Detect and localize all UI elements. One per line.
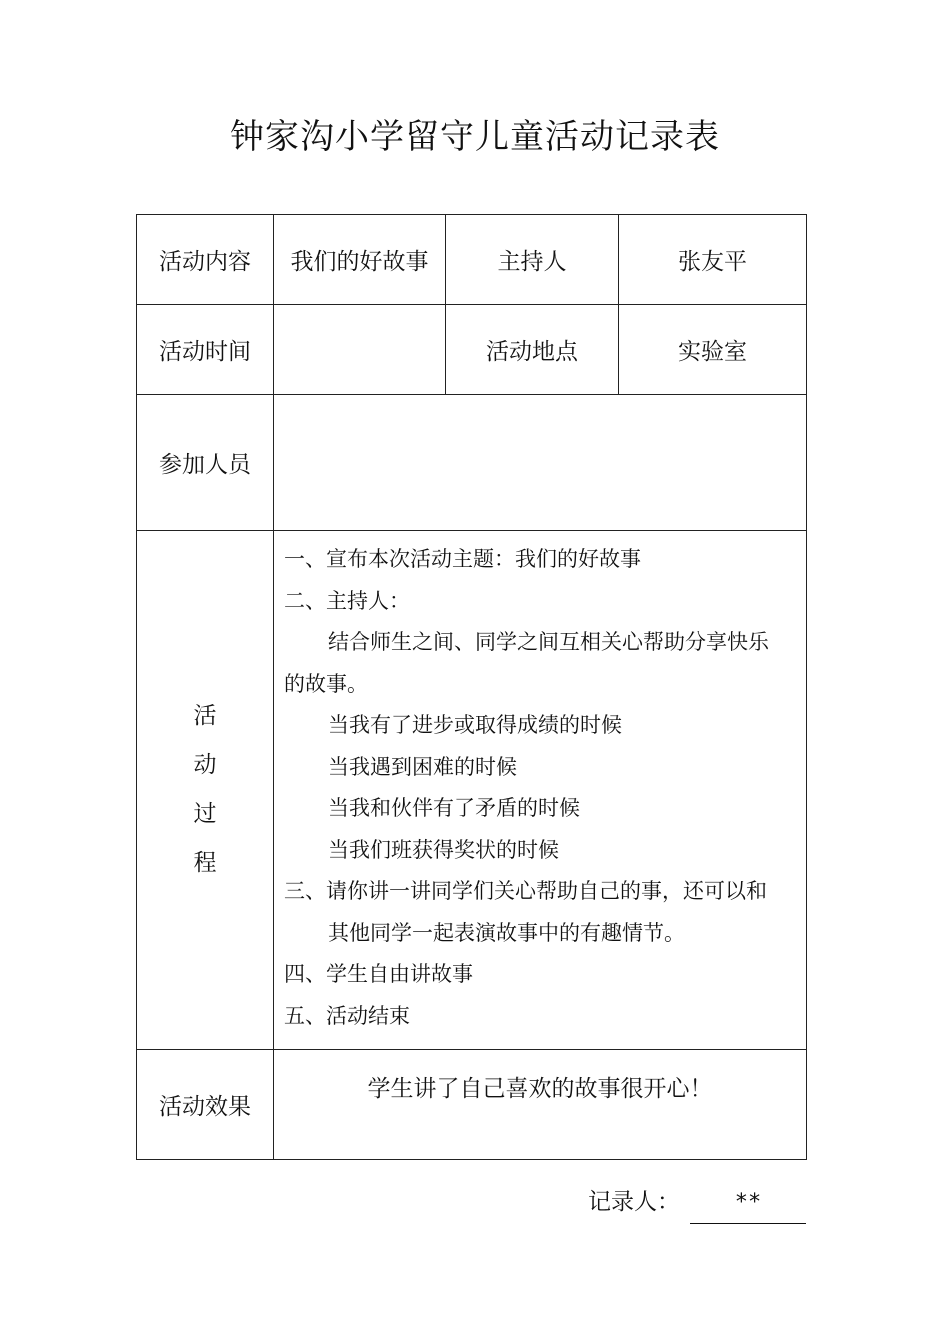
process-label-char: 过 (193, 801, 217, 827)
process-line: 一、宣布本次活动主题：我们的好故事 (284, 547, 641, 571)
participants-label: 参加人员 (137, 395, 274, 531)
host-label: 主持人 (446, 215, 619, 305)
process-line: 三、请你讲一讲同学们关心帮助自己的事，还可以和 (284, 879, 767, 903)
participants-value (274, 395, 807, 531)
activity-record-table (136, 214, 807, 1160)
process-line: 五、活动结束 (284, 1003, 410, 1028)
process-content (274, 531, 807, 1050)
activity-time-label: 活动时间 (137, 305, 274, 395)
activity-location-label: 活动地点 (446, 305, 619, 395)
process-line: 当我和伙伴有了矛盾的时候 (328, 796, 580, 820)
process-label (137, 531, 274, 1050)
activity-content-label: 活动内容 (137, 215, 274, 305)
process-line: 二、主持人： (284, 588, 410, 613)
process-label-char: 动 (193, 752, 217, 778)
process-label-char: 程 (193, 850, 217, 876)
page-title: 钟家沟小学留守儿童活动记录表 (230, 117, 720, 157)
process-line: 当我们班获得奖状的时候 (328, 837, 559, 862)
process-line: 当我有了进步或取得成绩的时候 (328, 713, 622, 737)
process-line: 的故事。 (284, 671, 368, 696)
effect-value: 学生讲了自己喜欢的故事很开心！ (274, 1050, 807, 1160)
process-line: 结合师生之间、同学之间互相关心帮助分享快乐 (328, 630, 769, 654)
recorder-label: 记录人： (588, 1189, 680, 1215)
host-value: 张友平 (619, 215, 807, 305)
activity-location-value: 实验室 (619, 305, 807, 395)
recorder-value: ** (690, 1183, 806, 1224)
process-line: 当我遇到困难的时候 (328, 754, 517, 779)
table-row (137, 1050, 807, 1160)
table-row (137, 395, 807, 531)
process-label-char: 活 (193, 703, 217, 729)
activity-content-value: 我们的好故事 (274, 215, 446, 305)
table-row (137, 531, 807, 1050)
process-line: 四、学生自由讲故事 (284, 962, 473, 986)
table-row (137, 215, 807, 305)
process-line: 其他同学一起表演故事中的有趣情节。 (328, 920, 685, 945)
effect-label: 活动效果 (137, 1050, 274, 1160)
table-row (137, 305, 807, 395)
activity-time-value (274, 305, 446, 395)
recorder (588, 1182, 806, 1224)
